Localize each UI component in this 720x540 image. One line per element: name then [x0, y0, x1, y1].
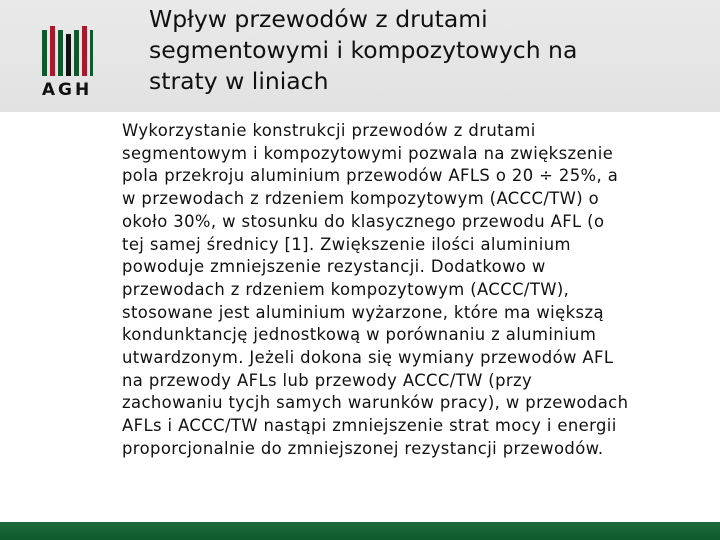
title-line: straty w liniach — [149, 67, 329, 95]
body-line: AFLs i ACCC/TW nastąpi zmniejszenie strat mocy i energii — [122, 416, 617, 436]
slide-title — [149, 4, 709, 97]
body-line: zachowaniu tycjh samych warunków pracy), w przewodach — [122, 393, 629, 413]
body-line: powoduje zmniejszenie rezystancji. Dodatkowo w — [122, 257, 546, 277]
title-line: segmentowymi i kompozytowych na — [149, 36, 578, 64]
body-line: na przewody AFLs lub przewody ACCC/TW (przy — [122, 370, 533, 390]
body-line: segmentowym i kompozytowymi pozwala na zwiększenie — [122, 143, 614, 163]
body-line: w przewodach z rdzeniem kompozytowym (ACCC/TW) o — [122, 189, 600, 209]
body-line: Wykorzystanie konstrukcji przewodów z drutami — [122, 121, 536, 140]
body-line: proporcjonalnie do zmniejszonej rezystancji przewodów. — [122, 438, 604, 458]
body-line: utwardzonym. Jeżeli dokona się wymiany przewodów AFL — [122, 348, 614, 368]
body-line: kondunktancję jednostkową w porównaniu z aluminium — [122, 325, 597, 345]
body-paragraph — [122, 120, 720, 461]
agh-emblem-icon — [40, 24, 94, 76]
agh-logo — [34, 24, 100, 104]
body-line: stosowane jest aluminium wyżarzone, które ma większą — [122, 302, 604, 322]
body-line: około 30%, w stosunku do klasycznego przewodu AFL (o — [122, 211, 605, 231]
logo-text: AGH — [41, 80, 93, 100]
body-line: pola przekroju aluminium przewodów AFLS o 20 ÷ 25%, a — [122, 166, 619, 186]
title-line: Wpływ przewodów z drutami — [149, 5, 488, 33]
body-line: przewodach z rdzeniem kompozytowym (ACCC/TW), — [122, 279, 570, 299]
body-line: tej samej średnicy [1]. Zwiększenie ilości aluminium — [122, 234, 571, 254]
footer-band — [0, 522, 720, 540]
